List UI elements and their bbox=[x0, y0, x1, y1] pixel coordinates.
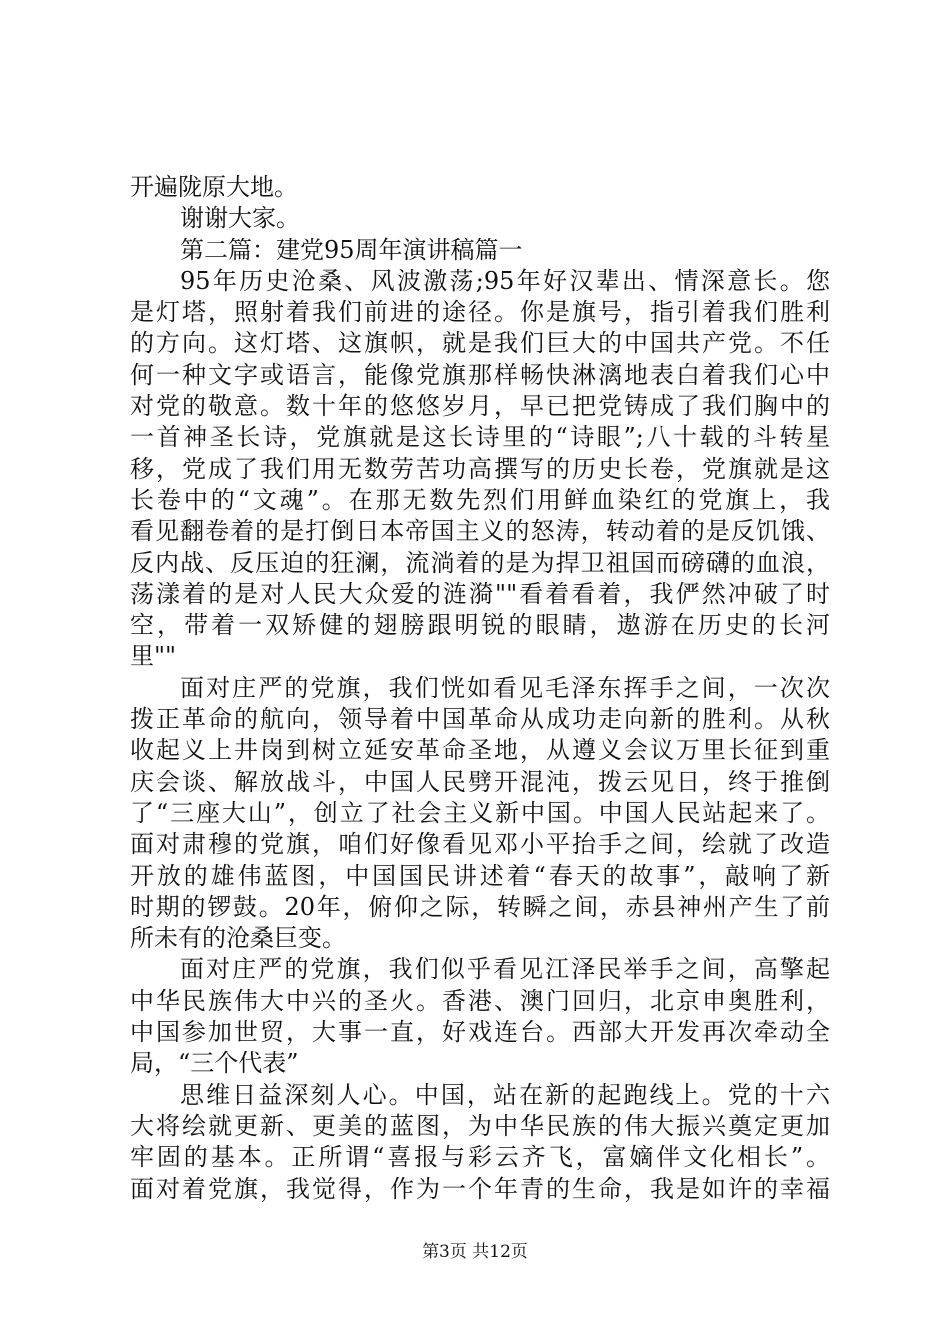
text-line: 荡漾着的是对人民大众爱的涟漪""看着看着，我俨然冲破了时 bbox=[130, 579, 830, 608]
text-line: 大将绘就更新、更美的蓝图，为中华民族的伟大振兴奠定更加 bbox=[130, 1111, 830, 1140]
text-line: 反内战、反压迫的狂澜，流淌着的是为捍卫祖国而磅礴的血浪， bbox=[130, 548, 830, 577]
text-line: 空，带着一双矫健的翅膀跟明锐的眼睛，遨游在历史的长河 bbox=[130, 611, 830, 640]
text-line: 时期的锣鼓。20年，俯仰之际，转瞬之间，赤县神州产生了前 bbox=[130, 892, 830, 921]
text-line: 收起义上井岗到树立延安革命圣地，从遵义会议万里长征到重 bbox=[130, 736, 830, 765]
text-line: 何一种文字或语言，能像党旗那样畅快淋漓地表白着我们心中 bbox=[130, 360, 830, 389]
text-line: 是灯塔，照射着我们前进的途径。你是旗号，指引着我们胜利 bbox=[130, 298, 830, 327]
text-line: 拨正革命的航向，领导着中国革命从成功走向新的胜利。从秋 bbox=[130, 705, 830, 734]
text-line: 移，党成了我们用无数劳苦功高撰写的历史长卷，党旗就是这 bbox=[130, 454, 830, 483]
text-line: 对党的敬意。数十年的悠悠岁月，早已把党铸成了我们胸中的 bbox=[130, 392, 830, 421]
text-line: 中国参加世贸，大事一直，好戏连台。西部大开发再次牵动全 bbox=[130, 1018, 830, 1047]
text-line: 里"" bbox=[130, 642, 177, 671]
text-line: 庆会谈、解放战斗，中国人民劈开混沌，拨云见日，终于推倒 bbox=[130, 767, 830, 796]
text-line: 看见翻卷着的是打倒日本帝国主义的怒涛，转动着的是反饥饿、 bbox=[130, 517, 830, 546]
text-line: 思维日益深刻人心。中国，站在新的起跑线上。党的十六 bbox=[180, 1080, 830, 1109]
text-line: 一首神圣长诗，党旗就是这长诗里的“诗眼”;八十载的斗转星 bbox=[130, 423, 830, 452]
text-line: 开放的雄伟蓝图，中国国民讲述着“春天的故事”，敲响了新 bbox=[130, 861, 830, 890]
text-line: 局，“三个代表” bbox=[130, 1049, 299, 1078]
text-line: 所未有的沧桑巨变。 bbox=[130, 924, 346, 953]
document-body bbox=[130, 172, 830, 1205]
text-line: 中华民族伟大中兴的圣火。香港、澳门回归，北京申奥胜利， bbox=[130, 986, 830, 1015]
text-line: 面对庄严的党旗，我们恍如看见毛泽东挥手之间，一次次 bbox=[180, 673, 830, 702]
text-line: 面对肃穆的党旗，咱们好像看见邓小平抬手之间，绘就了改造 bbox=[130, 830, 830, 859]
text-line: 牢固的基本。正所谓“喜报与彩云齐飞，富嫡伴文化相长”。 bbox=[130, 1143, 830, 1172]
text-line: 长卷中的“文魂”。在那无数先烈们用鲜血染红的党旗上，我 bbox=[130, 485, 830, 514]
text-line: 第二篇：建党95周年演讲稿篇一 bbox=[180, 235, 523, 264]
text-line: 的方向。这灯塔、这旗帜，就是我们巨大的中国共产党。不任 bbox=[130, 329, 830, 358]
text-line: 面对庄严的党旗，我们似乎看见江泽民举手之间，高擎起 bbox=[180, 955, 830, 984]
text-line: 95年历史沧桑、风波激荡;95年好汉辈出、情深意长。您 bbox=[180, 266, 830, 295]
text-line: 面对着党旗，我觉得，作为一个年青的生命，我是如许的幸福 bbox=[130, 1174, 830, 1203]
text-line: 谢谢大家。 bbox=[180, 204, 300, 233]
text-line: 了“三座大山”，创立了社会主义新中国。中国人民站起来了。 bbox=[130, 798, 830, 827]
text-line: 开遍陇原大地。 bbox=[130, 173, 298, 201]
page-footer: 第3页 共12页 bbox=[422, 1242, 528, 1262]
